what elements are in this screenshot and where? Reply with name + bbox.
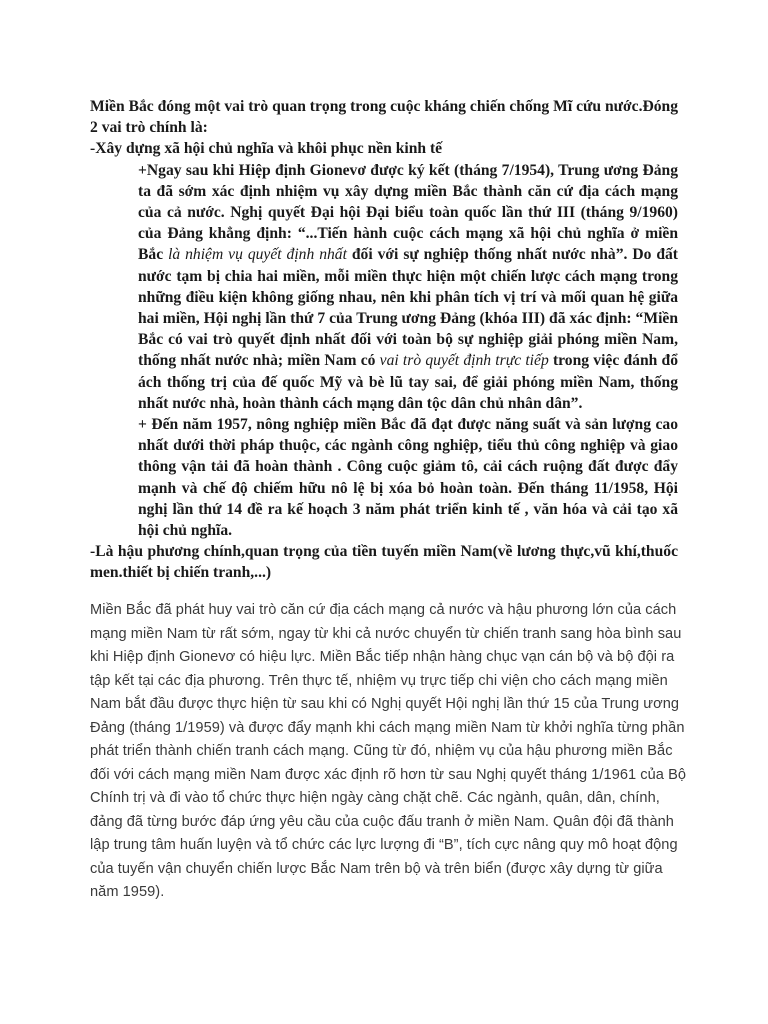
p1-italic-b: vai trò quyết định trực tiếp [379, 352, 549, 370]
rear-base-paragraph: Miền Bắc đã phát huy vai trò căn cứ địa cách mạng cả nước và hậu phương lớn của cách mạng miền Nam từ rất sớm, ngay từ khi cả nước chuyển từ chiến tranh sang hòa bình sau khi Hiệp định Gionevơ có hiệu lực. Miền Bắc tiếp nhận hàng chục vạn cán bộ và bộ đội ra tập kết tại các địa phương. Trên thực tế, nhiệm vụ trực tiếp chi viện cho cách mạng miền Nam bắt đầu được thực hiện từ sau khi có Nghị quyết Hội nghị lần thứ 15 của Trung ương Đảng (tháng 1/1959) và được đẩy mạnh khi cách mạng miền Nam từ khởi nghĩa từng phần phát triển thành chiến tranh cách mạng. Cũng từ đó, nhiệm vụ của hậu phương miền Bắc đối với cách mạng miền Nam được xác định rõ hơn từ sau Nghị quyết tháng 1/1961 của Bộ Chính trị và đi vào tổ chức thực hiện ngày càng chặt chẽ. Các ngành, quân, dân, chính, đảng đã từng bước đáp ứng yêu cầu của cuộc đấu tranh ở miền Nam. Quân đội đã thành lập trung tâm huấn luyện và tổ chức các lực lượng đi “B”, tích cực nâng quy mô hoạt động của tuyến vận chuyển chiến lược Bắc Nam trên bộ và trên biển (được xây dựng từ giữa năm 1959). [90, 602, 687, 900]
p1-text-b: đối với sự nghiệp thống nhất nước nhà”. Do đất nước tạm bị chia hai miền, mỗi miền thực hiện một chiến lược cách mạng trong những điều kiện không giống nhau, nên khi phân tích vị trí và mối quan hệ giữa hai miền, Hội nghị lần thứ 7 của Trung ương Đảng (khóa III) đã xác định: “Miền Bắc có vai trò quyết định nhất đối với toàn bộ sự nghiệp giải phóng miền Nam, thống nhất nước nhà; miền Nam có [138, 246, 678, 370]
role1-paragraph-2: + Đến năm 1957, nông nghiệp miền Bắc đã đạt được năng suất và sản lượng cao nhất dưới thời pháp thuộc, các ngành công nghiệp, tiểu thủ công nghiệp và giao thông vận tải đã hoàn thành . Công cuộc giảm tô, cải cách ruộng đất được đẩy mạnh và chế độ chiếm hữu nô lệ bị xóa bỏ hoàn toàn. Đến tháng 11/1958, Hội nghị lần thứ 14 đề ra kế hoạch 3 năm phát triển kinh tế , văn hóa và cải tạo xã hội chủ nghĩa. [138, 416, 678, 540]
role1-paragraph-1 [90, 160, 678, 414]
role2-heading: -Là hậu phương chính,quan trọng của tiền tuyến miền Nam(về lương thực,vũ khí,thuốc men.thiết bị chiến tranh,...) [90, 543, 678, 582]
p1-text-a: +Ngay sau khi Hiệp định Gionevơ được ký kết (tháng 7/1954), Trung ương Đảng ta đã sớm xác định nhiệm vụ xây dựng miền Bắc thành căn cứ địa cách mạng của cả nước. Nghị quyết Đại hội Đại biểu toàn quốc lần thứ III (tháng 9/1960) của Đảng khẳng định: “...Tiến hành cuộc cách mạng xã hội chủ nghĩa ở miền Bắc [138, 161, 678, 264]
role1-heading: -Xây dựng xã hội chủ nghĩa và khôi phục nền kinh tế [90, 140, 443, 158]
section-rear-base [90, 599, 690, 905]
p1-text-c: trong việc đánh đổ ách thống trị của đế quốc Mỹ và bè lũ tay sai, để giải phóng miền Nam, thống nhất nước nhà, hoàn thành cách mạng dân tộc dân chủ nhân dân”. [138, 352, 679, 412]
intro-paragraph: Miền Bắc đóng một vai trò quan trọng trong cuộc kháng chiến chống Mĩ cứu nước.Đóng 2 vai trò chính là: [90, 98, 678, 137]
section-roles [90, 96, 678, 584]
p1-italic-a: là nhiệm vụ quyết định nhất [168, 246, 347, 264]
